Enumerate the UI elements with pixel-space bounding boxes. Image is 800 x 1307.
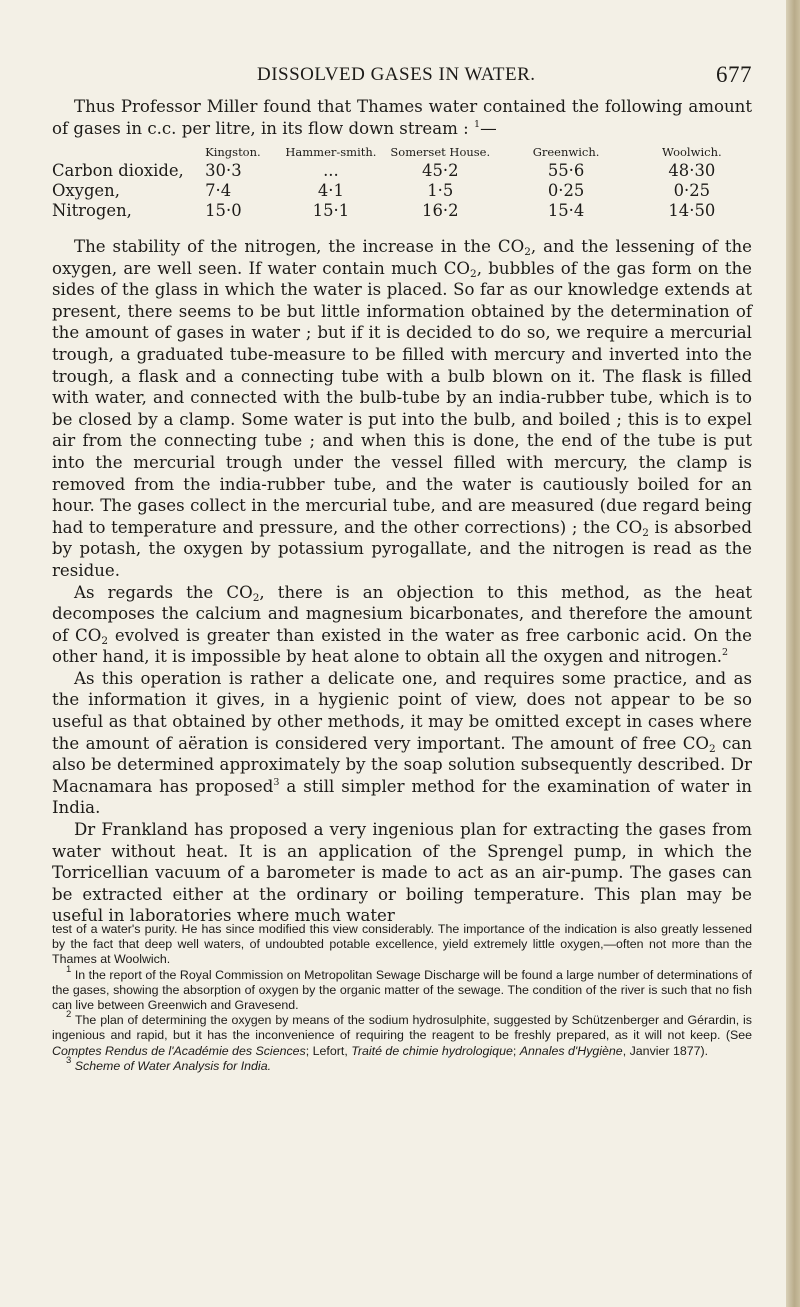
subscript: 2 [709, 742, 716, 755]
row-label: Carbon dioxide, [52, 161, 184, 180]
footnote-1 [52, 963, 752, 1014]
footnote-text: , Janvier 1877). [622, 1043, 709, 1058]
column-header-kingston: Kingston. [205, 145, 261, 159]
footnote-3 [52, 1054, 752, 1074]
running-title: DISSOLVED GASES IN WATER. [257, 64, 536, 85]
table-cell: 15·1 [312, 201, 350, 220]
text-run: As this operation is rather a delicate one, and requires some practice, and as the information it gives, in a hygienic point of view, does not appear to be so useful as that obtained by other methods, it may be omitted except in cases where the amount of aëration is considered very important. The amount of free CO [52, 668, 752, 753]
text-run: , there is an objection to this method, as the heat decomposes the calcium and magnesium bicarbonates, and therefore the amount of CO [52, 582, 752, 645]
paragraph-stability [52, 236, 752, 582]
table-row [52, 201, 752, 221]
text-run: a still simpler method for the examination of water in India. [52, 776, 752, 818]
table-cell: 0·25 [547, 181, 585, 200]
intro-dash: — [480, 118, 497, 138]
table-cell: 48·30 [668, 161, 716, 180]
gas-table [52, 146, 752, 221]
column-header-hammersmith: Hammer-smith. [285, 145, 377, 159]
footnote-continued: test of a water's purity. He has since modified this view considerably. The importance of the indication is also greatly lessened by the fact that deep well waters, of undoubted potable excellence, yield extremely little oxygen,—often not more than the Thames at Woolwich. [52, 922, 752, 967]
subscript: 2 [470, 267, 477, 280]
text-run: is absorbed by potash, the oxygen by potassium pyrogallate, and the nitrogen is read as the residue. [52, 517, 752, 580]
intro-text: Thus Professor Miller found that Thames water contained the following amount of gases in c.c. per litre, in its flow down stream : [52, 97, 752, 138]
citation-title: Annales d'Hygiène [519, 1043, 623, 1058]
citation-title: Comptes Rendus de l'Académie des Sciences [52, 1043, 306, 1058]
citation-title: Traité de chimie hydrologique [351, 1043, 513, 1058]
footnote-mark: 2 [66, 1009, 72, 1021]
table-cell: 16·2 [422, 201, 459, 220]
footnote-text: The plan of determining the oxygen by means of the sodium hydrosulphite, suggested by Schützenberger and Gérardin, is ingenious and rapid, but it has the inconvenience of requiring the reagent to be freshly prepared, as it will not keep. (See [52, 1013, 753, 1043]
main-text [52, 236, 752, 927]
column-header-woolwich: Woolwich. [662, 145, 722, 159]
subscript: 2 [252, 591, 260, 604]
page-number: 677 [716, 62, 752, 87]
intro-paragraph [52, 96, 752, 139]
table-cell: 55·6 [547, 161, 585, 180]
footnote-text: ; [512, 1043, 517, 1058]
table-cell: 0·25 [673, 181, 711, 200]
footnote-2 [52, 1009, 753, 1059]
footnote-ref-3: 3 [273, 776, 280, 788]
text-run: can also be determined approximately by the soap solution subsequently described. Dr Macnamara has proposed [52, 733, 752, 796]
paragraph-delicate-operation [52, 668, 752, 819]
table-cell: 30·3 [205, 161, 242, 180]
table-cell: 15·0 [205, 201, 242, 220]
table-cell: 7·4 [205, 181, 232, 200]
table-cell: 15·4 [547, 201, 585, 220]
text-run: evolved is greater than existed in the water as free carbonic acid. On the other hand, it is impossible by heat alone to obtain all the oxygen and nitrogen. [52, 625, 752, 667]
column-header-somerset-house: Somerset House. [390, 145, 491, 159]
book-page [52, 0, 752, 1307]
table-cell: 4·1 [317, 181, 344, 200]
table-cell: ... [323, 161, 339, 180]
footnote-ref-1: 1 [474, 118, 481, 130]
page-header [52, 62, 752, 90]
row-label: Oxygen, [52, 181, 120, 200]
table-cell: 45·2 [422, 161, 459, 180]
text-run: The stability of the nitrogen, the increase in the CO [74, 237, 525, 256]
footnote-mark: 3 [66, 1054, 72, 1066]
paragraph-objection [52, 582, 752, 668]
subscript: 2 [101, 634, 109, 647]
column-header-greenwich: Greenwich. [532, 145, 600, 159]
paragraph-frankland: Dr Frankland has proposed a very ingenious plan for extracting the gases from water without heat. It is an application of the Sprengel pump, in which the Torricellian vacuum of a barometer is made to act as an air-pump. The gases can be extracted either at the ordinary or boiling temperature. This plan may be useful in laboratories where much water [52, 820, 752, 926]
footnote-text: ; Lefort, [305, 1043, 348, 1058]
table-cell: 14·50 [668, 201, 716, 220]
text-run: , and the lessening of the oxygen, are well seen. If water contain much CO [52, 237, 752, 278]
footnote-text: In the report of the Royal Commission on Metropolitan Sewage Discharge will be found a large number of determinations of the gases, showing the absorption of oxygen by the organic matter of the sewage. The condition of the river is such that no fish can live between Greenwich and Gravesend. [52, 967, 752, 1013]
footnote-mark: 1 [66, 963, 72, 975]
gas-table-header-row [52, 146, 752, 161]
table-cell: 1·5 [427, 181, 454, 200]
text-run: , bubbles of the gas form on the sides of the glass in which the water is placed. So far as our knowledge extends at present, there seems to be but little information obtained by the determination of the amount of gases in water ; but if it is decided to do so, we require a mercurial trough, a graduated tube-measure to be filled with mercury and inverted into the trough, a flask and a connecting tube with a bulb blown on it. The flask is filled with water, and connected with the bulb-tube by an india-rubber tube, which is to be closed by a clamp. Some water is put into the bulb, and boiled ; this is to expel air from the connecting tube ; and when this is done, the end of the tube is put into the mercurial trough under the vessel filled with mercury, the clamp is removed from the india-rubber tube, and the water is cautiously boiled for an hour. The gases collect in the mercurial tube, and are measured (due regard being had to temperature and pressure, and the other corrections) ; the CO [52, 258, 753, 537]
footnote-ref-2: 2 [721, 647, 729, 659]
citation-title: Scheme of Water Analysis for India. [74, 1058, 272, 1073]
book-spine-edge [786, 0, 800, 1307]
text-run: As regards the CO [74, 582, 253, 602]
table-row [52, 181, 752, 201]
subscript: 2 [524, 246, 531, 258]
subscript: 2 [642, 526, 649, 539]
row-label: Nitrogen, [52, 201, 132, 220]
table-row [52, 161, 752, 181]
gas-table-corner [52, 146, 205, 161]
footnotes [52, 922, 752, 1074]
